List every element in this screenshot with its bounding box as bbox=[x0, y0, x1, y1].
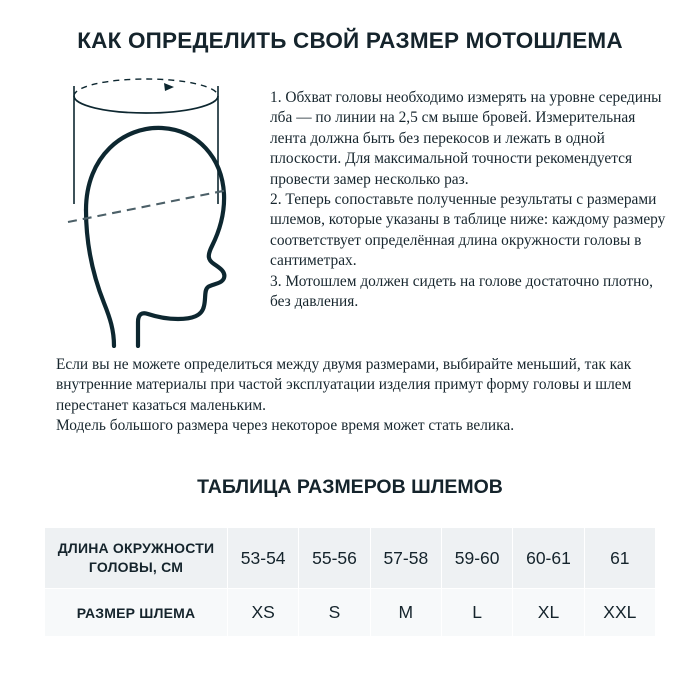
size-cell-1: XS bbox=[228, 589, 299, 637]
instruction-paragraph-3: 3. Мотошлем должен сидеть на голове достаточно плотно, без давления. bbox=[270, 272, 653, 311]
helmet-size-table bbox=[44, 527, 656, 637]
row-label-helmet-size: РАЗМЕР ШЛЕМА bbox=[45, 589, 228, 637]
size-cell-5: XL bbox=[513, 589, 584, 637]
additional-notes-text bbox=[56, 355, 646, 437]
size-cell-3: M bbox=[370, 589, 441, 637]
instructions-text bbox=[270, 88, 670, 312]
circumference-cell-1: 53-54 bbox=[228, 528, 299, 589]
instruction-paragraph-1: 1. Обхват головы необходимо измерять на уровне середины лба — по линии на 2,5 см выше бровей. Измерительная лента должна быть без перекосов и лежать в одной плоскости. Для максимальной точности рекомендуется провести замер несколько раз. bbox=[270, 89, 662, 188]
table-title: ТАБЛИЦА РАЗМЕРОВ ШЛЕМОВ bbox=[197, 476, 503, 498]
size-cell-4: L bbox=[441, 589, 512, 637]
table-row bbox=[45, 528, 656, 589]
note-paragraph-1: Если вы не можете определиться между двумя размерами, выбирайте меньший, так как внутренние материалы при частой эксплуатации изделия примут форму головы и шлем перестанет казаться маленьким. bbox=[56, 356, 632, 414]
row-label-circumference: ДЛИНА ОКРУЖНОСТИ ГОЛОВЫ, СМ bbox=[45, 528, 228, 589]
note-paragraph-2: Модель большого размера через некоторое время может стать велика. bbox=[56, 417, 515, 435]
circumference-cell-6: 61 bbox=[584, 528, 655, 589]
size-cell-6: XXL bbox=[584, 589, 655, 637]
circumference-cell-3: 57-58 bbox=[370, 528, 441, 589]
table-row bbox=[45, 589, 656, 637]
circumference-cell-2: 55-56 bbox=[299, 528, 370, 589]
head-measurement-illustration bbox=[46, 78, 266, 348]
circumference-cell-5: 60-61 bbox=[513, 528, 584, 589]
size-cell-2: S bbox=[299, 589, 370, 637]
instruction-paragraph-2: 2. Теперь сопоставьте полученные результаты с размерами шлемов, которые указаны в таблице ниже: каждому размеру соответствует определённая длина окружности головы в сантиметрах. bbox=[270, 191, 666, 270]
circumference-cell-4: 59-60 bbox=[441, 528, 512, 589]
page-title: КАК ОПРЕДЕЛИТЬ СВОЙ РАЗМЕР МОТОШЛЕМА bbox=[77, 28, 623, 53]
